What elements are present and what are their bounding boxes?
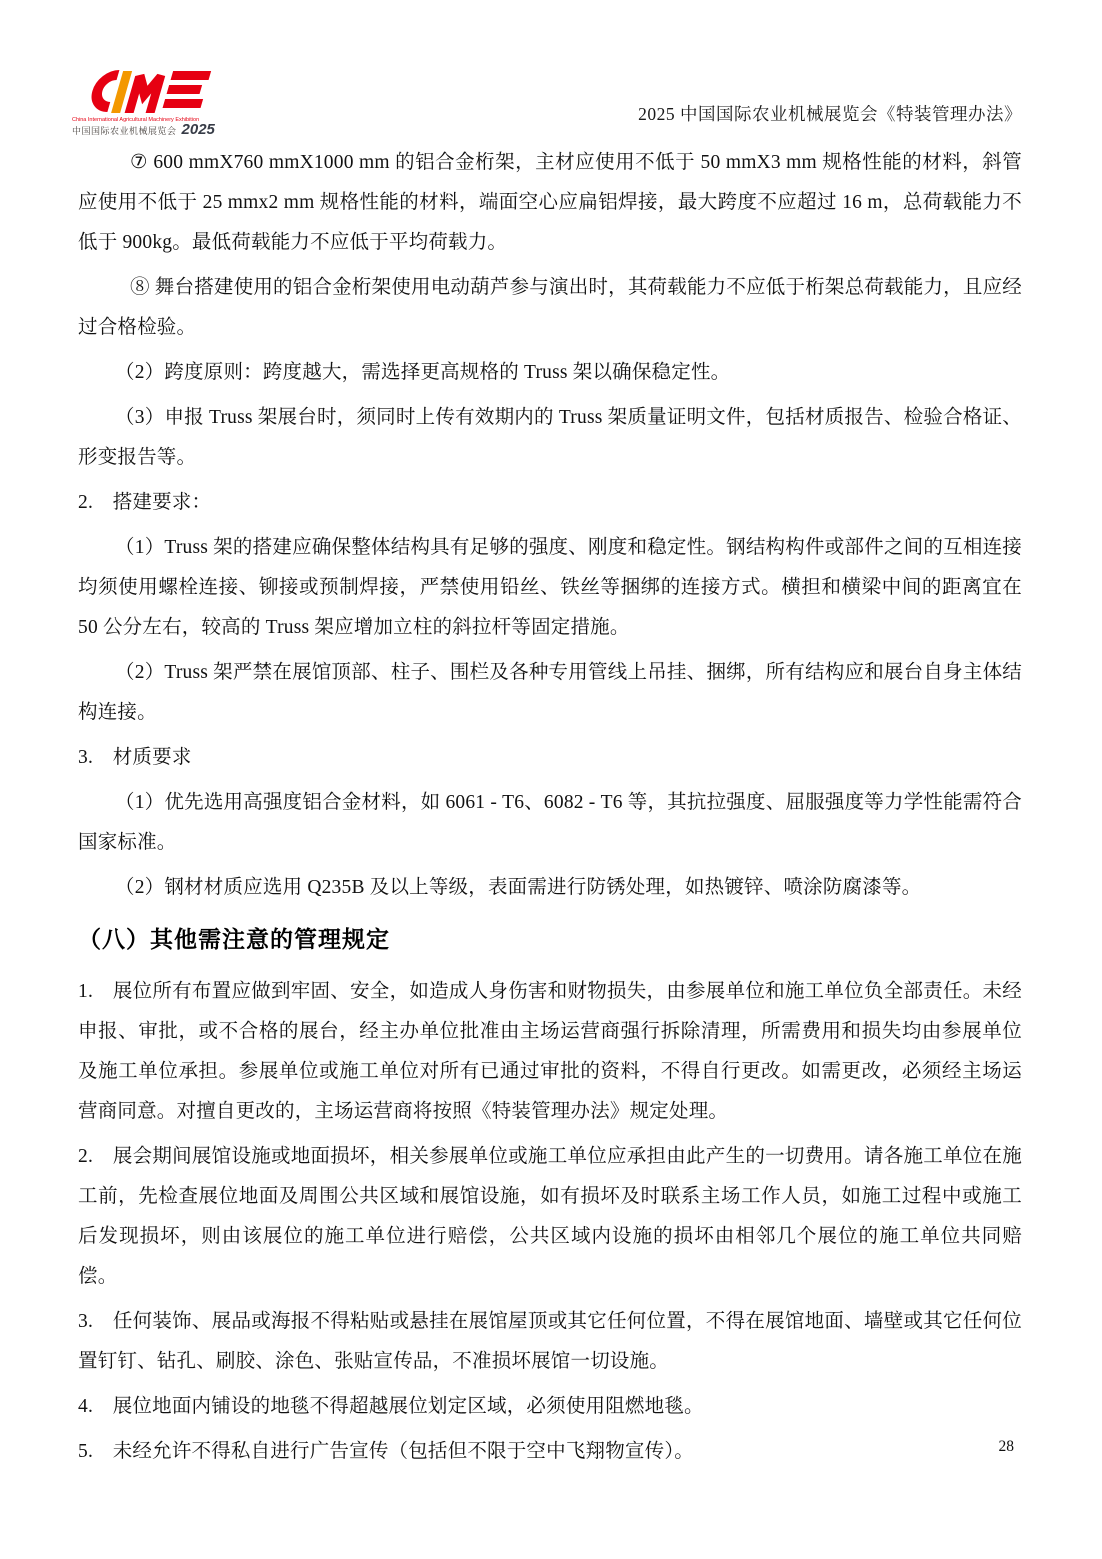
page-number: 28 (998, 1438, 1014, 1455)
rule-2: 2. 展会期间展馆设施或地面损坏，相关参展单位或施工单位应承担由此产生的一切费用。请各施工单位在施工前，先检查展位地面及周围公共区域和展馆设施，如有损坏及时联系主场工作人员，如施工过程中或施工后发现损坏，则由该展位的施工单位进行赔偿，公共区域内设施的损坏由相邻几个展位的施工单位共同赔偿。 (78, 1146, 1022, 1287)
came-logo (72, 68, 222, 136)
para-build-2: （2）Truss 架严禁在展馆顶部、柱子、围栏及各种专用管线上吊挂、捆绑，所有结构应和展台自身主体结构连接。 (78, 662, 1022, 723)
logo-year: 2025 (181, 121, 215, 138)
rule-1: 1. 展位所有布置应做到牢固、安全，如造成人身伤害和财物损失，由参展单位和施工单位负全部责任。未经申报、审批，或不合格的展台，经主办单位批准由主场运营商强行拆除清理，所需费用和损失均由参展单位及施工单位承担。参展单位或施工单位对所有已通过审批的资料，不得自行更改。如需更改，必须经主场运营商同意。对擅自更改的，主场运营商将按照《特装管理办法》规定处理。 (78, 981, 1022, 1122)
para-truss-spec-7: ⑦ 600 mmX760 mmX1000 mm 的铝合金桁架，主材应使用不低于 50 mmX3 mm 规格性能的材料，斜管应使用不低于 25 mmx2 mm 规格性能的材料，端面空心应扁铝焊接，最大跨度不应超过 16 m，总荷载能力不低于 900kg。最低荷载能力不应低于平均荷载力。 (78, 152, 1022, 253)
document-header-title: 2025 中国国际农业机械展览会《特装管理办法》 (638, 104, 1022, 124)
document-body (78, 143, 1022, 1472)
rule-5: 5. 未经允许不得私自进行广告宣传（包括但不限于空中飞翔物宣传）。 (78, 1441, 694, 1462)
para-material-2: （2）钢材材质应选用 Q235B 及以上等级，表面需进行防锈处理，如热镀锌、喷涂防腐漆等。 (115, 877, 922, 898)
para-span-principle: （2）跨度原则：跨度越大，需选择更高规格的 Truss 架以确保稳定性。 (115, 362, 731, 383)
section-heading-other-rules: （八）其他需注意的管理规定 (78, 926, 390, 952)
logo-tagline-zh: 中国国际农业机械展览会 (72, 126, 177, 136)
para-truss-spec-8: ⑧ 舞台搭建使用的铝合金桁架使用电动葫芦参与演出时，其荷载能力不应低于桁架总荷载能力，且应经过合格检验。 (78, 277, 1022, 338)
label-material-requirements: 3. 材质要求 (78, 747, 192, 768)
rule-4: 4. 展位地面内铺设的地毯不得超越展位划定区域，必须使用阻燃地毯。 (78, 1396, 704, 1417)
para-truss-declaration: （3）申报 Truss 架展台时，须同时上传有效期内的 Truss 架质量证明文件，包括材质报告、检验合格证、形变报告等。 (78, 407, 1022, 468)
rule-3: 3. 任何装饰、展品或海报不得粘贴或悬挂在展馆屋顶或其它任何位置，不得在展馆地面、墙壁或其它任何位置钉钉、钻孔、刷胶、涂色、张贴宣传品，不准损坏展馆一切设施。 (78, 1311, 1022, 1372)
para-material-1: （1）优先选用高强度铝合金材料，如 6061 - T6、6082 - T6 等，其抗拉强度、屈服强度等力学性能需符合国家标准。 (78, 792, 1022, 853)
para-build-1: （1）Truss 架的搭建应确保整体结构具有足够的强度、刚度和稳定性。钢结构构件或部件之间的互相连接均须使用螺栓连接、铆接或预制焊接，严禁使用铅丝、铁丝等捆绑的连接方式。横担和横梁中间的距离宜在 50 公分左右，较高的 Truss 架应增加立柱的斜拉杆等固定措施。 (78, 537, 1022, 638)
label-build-requirements: 2. 搭建要求： (78, 492, 212, 513)
logo-tagline-en: China International Agricultural Machinery Exhibition (72, 117, 200, 123)
came-logo-icon (72, 68, 218, 116)
